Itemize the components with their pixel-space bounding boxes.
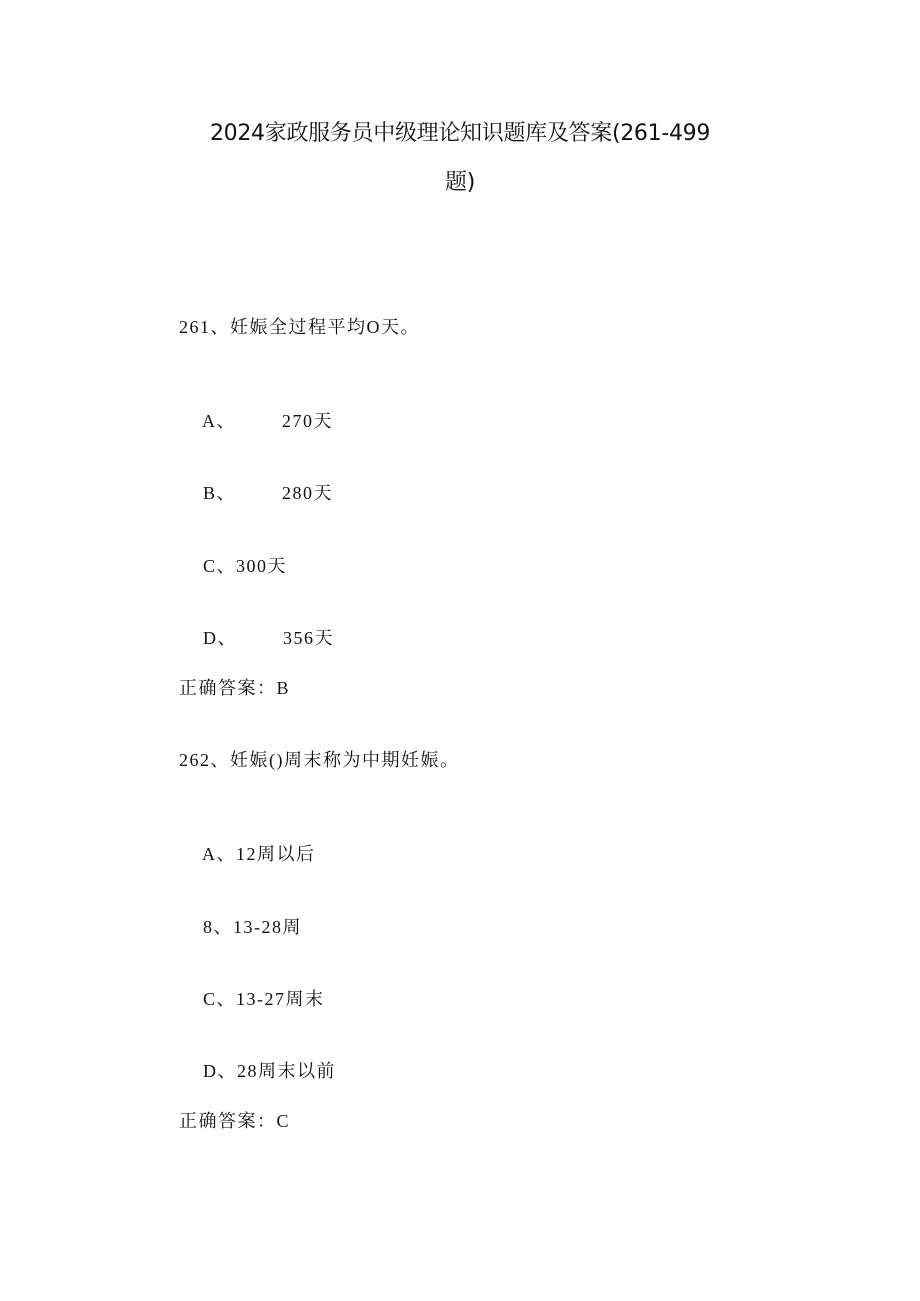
option-label: A、 (202, 411, 237, 431)
option-label: D、 (203, 628, 237, 648)
option-label: C、 (203, 989, 237, 1009)
q262-option-b (179, 894, 302, 960)
option-label: A、 (202, 844, 237, 864)
q261-option-d (179, 605, 334, 671)
option-text: 13-28周 (233, 917, 302, 937)
q261-option-b (179, 460, 333, 526)
q261-option-a (179, 388, 333, 454)
q262-option-c (179, 966, 325, 1032)
option-text: 13-27周末 (236, 989, 325, 1009)
question-262: 262、妊娠()周末称为中期妊娠。 (179, 750, 460, 770)
q262-option-d (179, 1038, 336, 1104)
question-261: 261、妊娠全过程平均O天。 (179, 317, 420, 337)
option-text: 270天 (282, 411, 334, 431)
option-text: 28周末以前 (237, 1061, 336, 1081)
option-text: 280天 (282, 483, 334, 503)
option-label: B、 (203, 483, 237, 503)
document-title-line-1: 2024家政服务员中级理论知识题库及答案(261-499 (209, 121, 711, 146)
option-text: 300天 (236, 556, 288, 576)
option-label: C、 (203, 556, 237, 576)
q261-option-c (179, 533, 287, 599)
option-label: 8、 (203, 917, 233, 937)
option-text: 12周以后 (236, 844, 316, 864)
document-title-line-2: 题) (445, 170, 475, 195)
q262-answer: 正确答案：C (179, 1111, 291, 1131)
option-label: D、 (203, 1061, 237, 1081)
option-text: 356天 (283, 628, 334, 648)
q261-answer: 正确答案：B (179, 678, 291, 698)
q262-option-a (179, 821, 316, 887)
